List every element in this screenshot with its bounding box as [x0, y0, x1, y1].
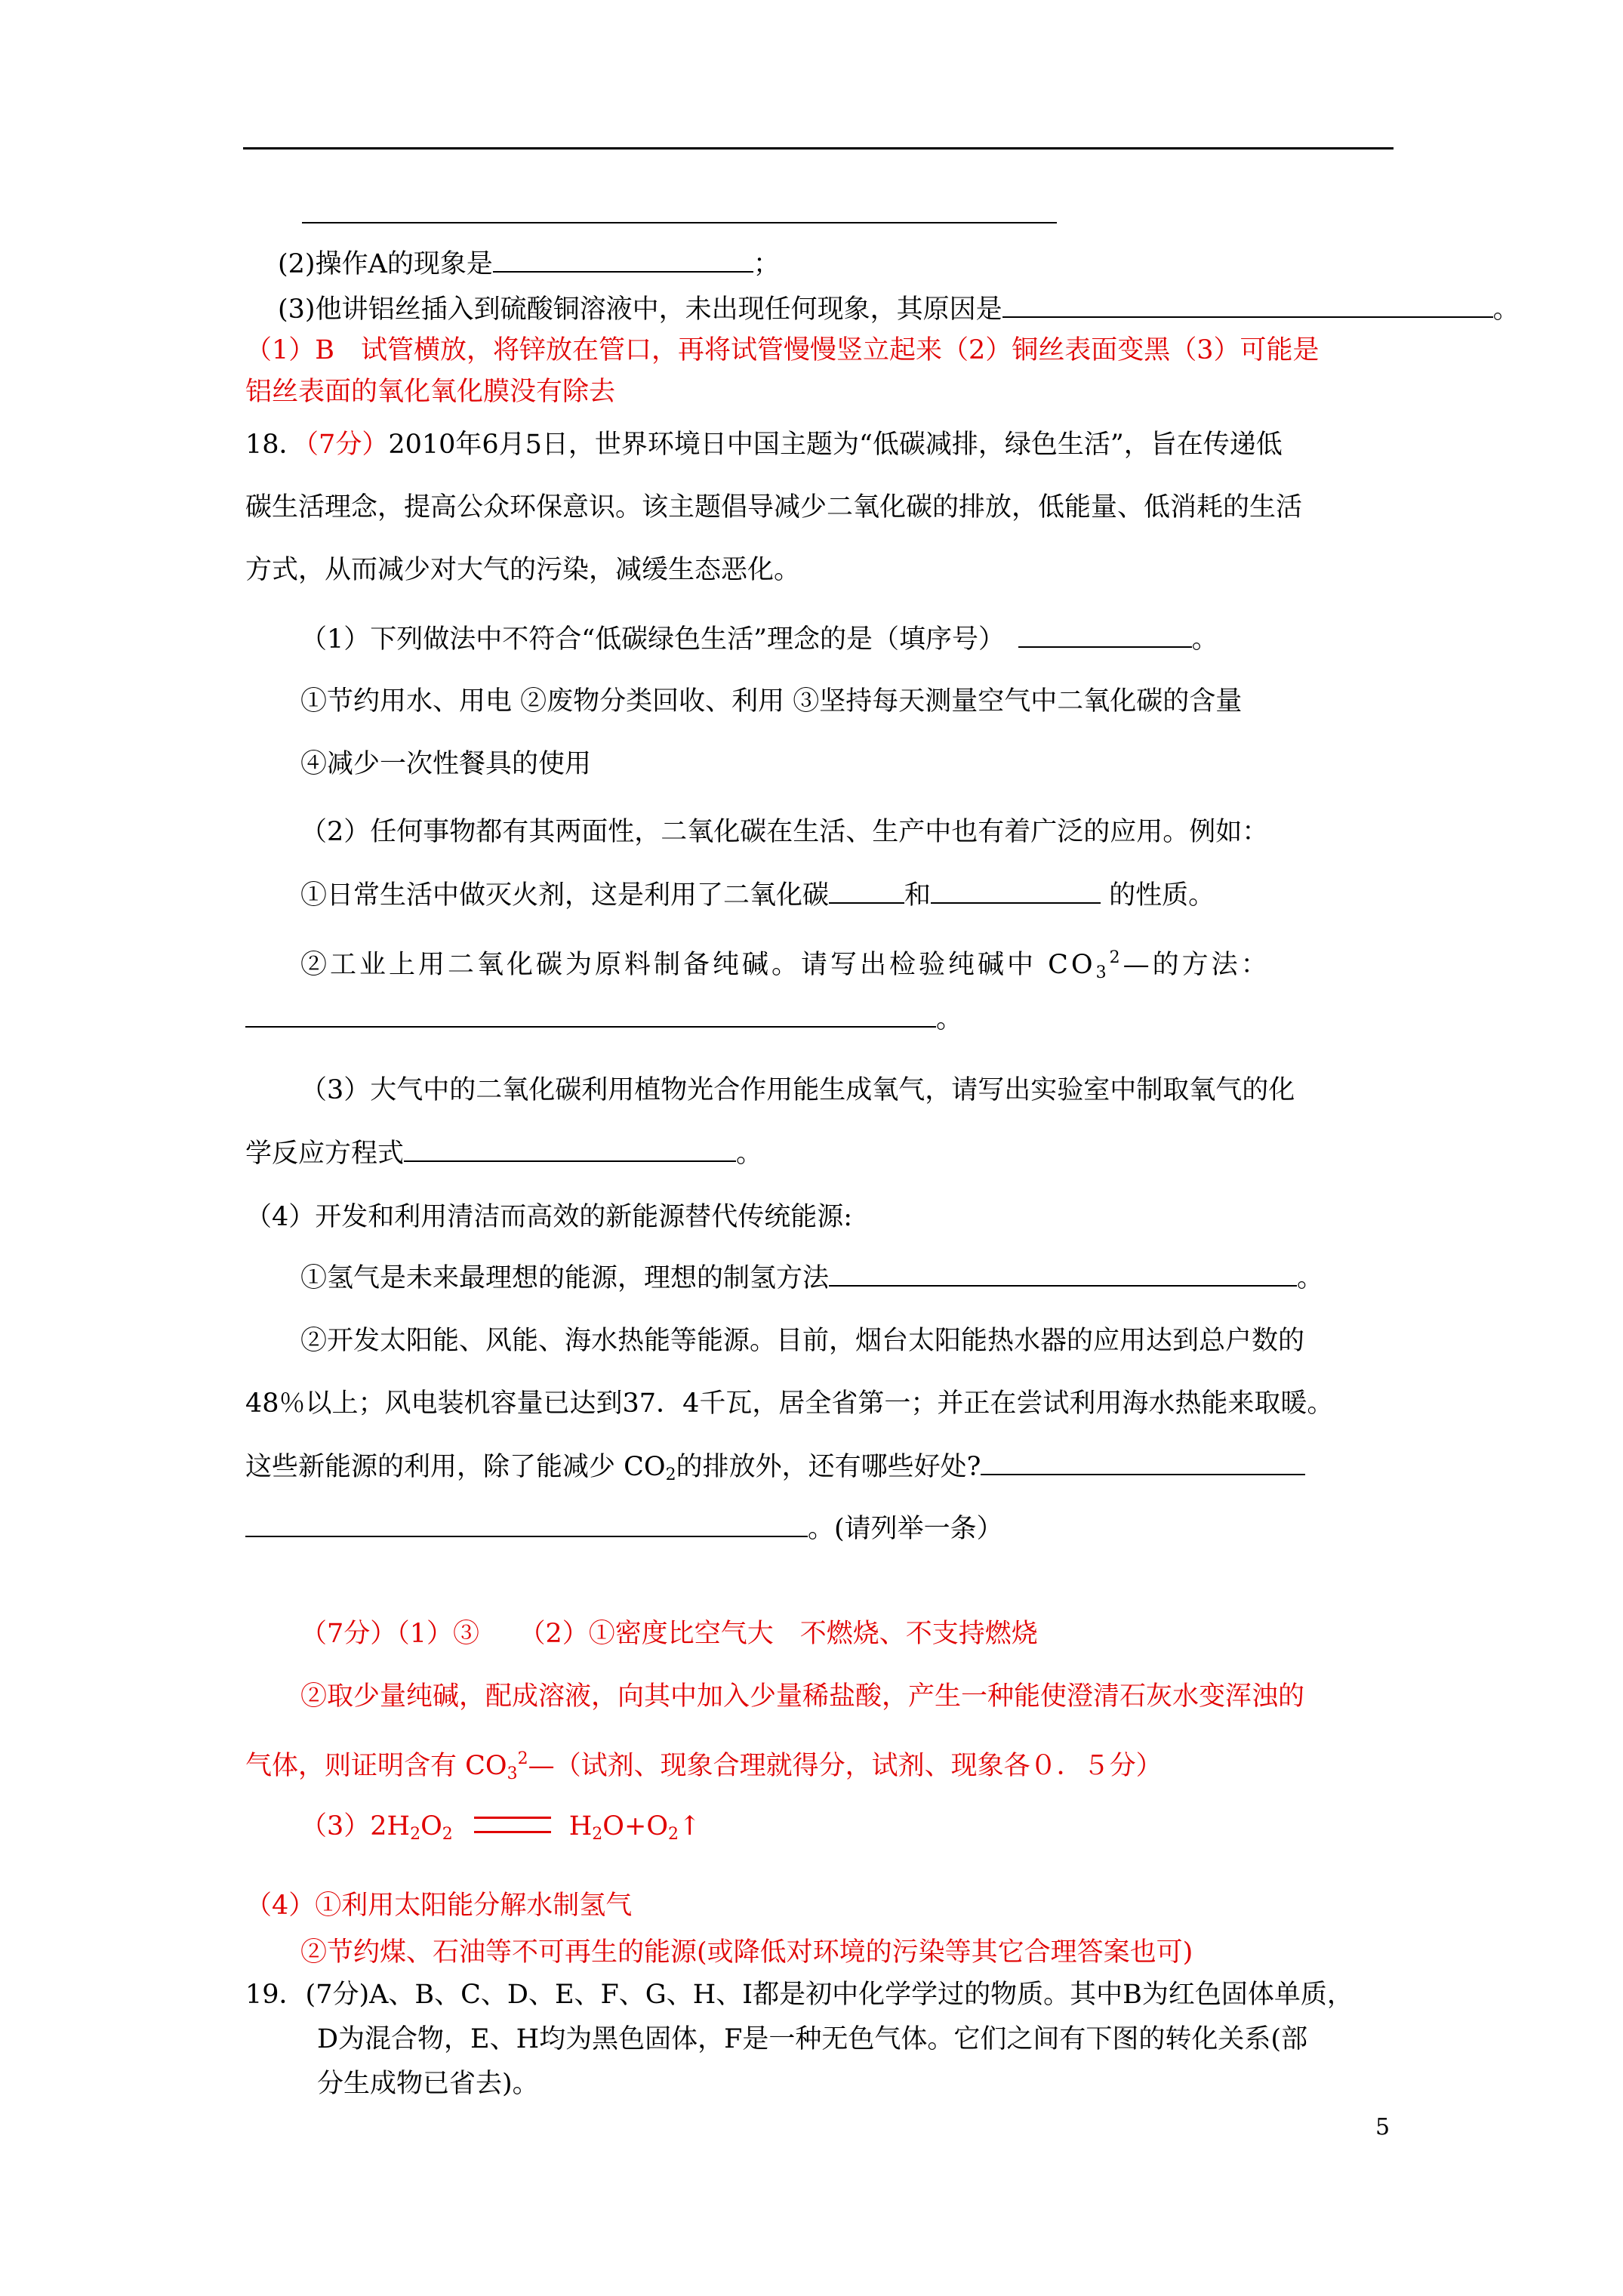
q18-part1-options2: ④减少一次性餐具的使用	[300, 749, 592, 779]
q18-part4-intro: （4）开发和利用清洁而高效的新能源替代传统能源:	[245, 1202, 853, 1232]
answer-blank-line	[302, 196, 1057, 233]
q18-answer-3: 气体，则证明含有 $CO_3^2—$（试剂、现象合理就得分，试剂、现象各０．５分）	[245, 1749, 1163, 1783]
q19-line3: 分生成物已省去)。	[317, 2069, 539, 2099]
q18-part4-2-line4: 。(请列举一条）	[245, 1510, 1003, 1547]
q18-part1: （1）下列做法中不符合“低碳绿色生活”理念的是（填序号） 。	[300, 621, 1218, 658]
q18-answer-5: （4）①利用太阳能分解水制氢气	[245, 1891, 633, 1921]
q19-line2: D为混合物，E、H均为黑色固体，F是一种无色气体。它们之间有下图的转化关系(部	[317, 2024, 1308, 2054]
q18-intro-line1: 18．（7分）2010年6月5日，世界环境日中国主题为“低碳减排，绿色生活”，旨在传递低	[245, 430, 1283, 460]
q18-part4-2-line2: 48％以上；风电装机容量已达到37．4千瓦，居全省第一；并正在尝试利用海水热能来取暖。	[245, 1388, 1334, 1419]
q19-line1: 19．(7分)A、B、C、D、E、F、G、H、I都是初中化学学过的物质。其中B为红色固体单质，	[245, 1980, 1354, 2010]
q18-part1-options1: ①节约用水、用电 ②废物分类回收、利用 ③坚持每天测量空气中二氧化碳的含量	[300, 686, 1243, 717]
q18-part2-intro: （2）任何事物都有其两面性，二氧化碳在生活、生产中也有着广泛的应用。例如：	[300, 817, 1269, 847]
q18-part2-1: ①日常生活中做灭火剂，这是利用了二氧化碳 和 的性质。	[300, 877, 1215, 914]
q18-part2-2: ②工业上用二氧化碳为原料制备纯碱。请写出检验纯碱中 $CO_3^2—$的方法：	[300, 948, 1270, 982]
page-number: 5	[1375, 2114, 1390, 2140]
q18-part4-2-line1: ②开发太阳能、风能、海水热能等能源。目前，烟台太阳能热水器的应用达到总户数的	[300, 1326, 1305, 1356]
q18-part3-line2: 学反应方程式 。	[245, 1135, 762, 1172]
header-rule	[243, 147, 1394, 149]
reaction-equals-sign	[474, 1817, 551, 1833]
q18-answer-1: （7分）（1）③ （2）①密度比空气大 不燃烧、不支持燃烧	[300, 1619, 1038, 1649]
q18-part4-2-line3: 这些新能源的利用，除了能减少 $CO_2$的排放外，还有哪些好处?	[245, 1448, 1305, 1493]
q18-answer-4-equation: $(3)2H_2O_2$ $H_2O+O_2↑$	[300, 1811, 701, 1844]
q17-answer-line1: （1）B 试管横放，将锌放在管口，再将试管慢慢竖立起来（2）铜丝表面变黑（3）可能是	[245, 335, 1320, 365]
q18-answer-6: ②节约煤、石油等不可再生的能源(或降低对环境的污染等其它合理答案也可)	[300, 1937, 1193, 1968]
q17-part2: (2)操作A的现象是 ；	[278, 245, 780, 282]
q18-part3-line1: （3）大气中的二氧化碳利用植物光合作用能生成氧气，请写出实验室中制取氧气的化	[300, 1075, 1295, 1105]
q18-part2-2-answer-line: 。	[245, 1000, 962, 1037]
q17-part3: (3)他讲铝丝插入到硫酸铜溶液中，未出现任何现象，其原因是 。	[278, 291, 1520, 328]
q18-intro-line2: 碳生活理念，提高公众环保意识。该主题倡导减少二氧化碳的排放，低能量、低消耗的生活	[245, 492, 1303, 522]
q18-answer-2: ②取少量纯碱，配成溶液，向其中加入少量稀盐酸，产生一种能使澄清石灰水变浑浊的	[300, 1681, 1305, 1712]
q18-part4-1: ①氢气是未来最理想的能源，理想的制氢方法 。	[300, 1259, 1323, 1296]
q17-answer-line2: 铝丝表面的氧化氧化膜没有除去	[245, 377, 616, 407]
q18-intro-line3: 方式，从而减少对大气的污染，减缓生态恶化。	[245, 555, 801, 585]
